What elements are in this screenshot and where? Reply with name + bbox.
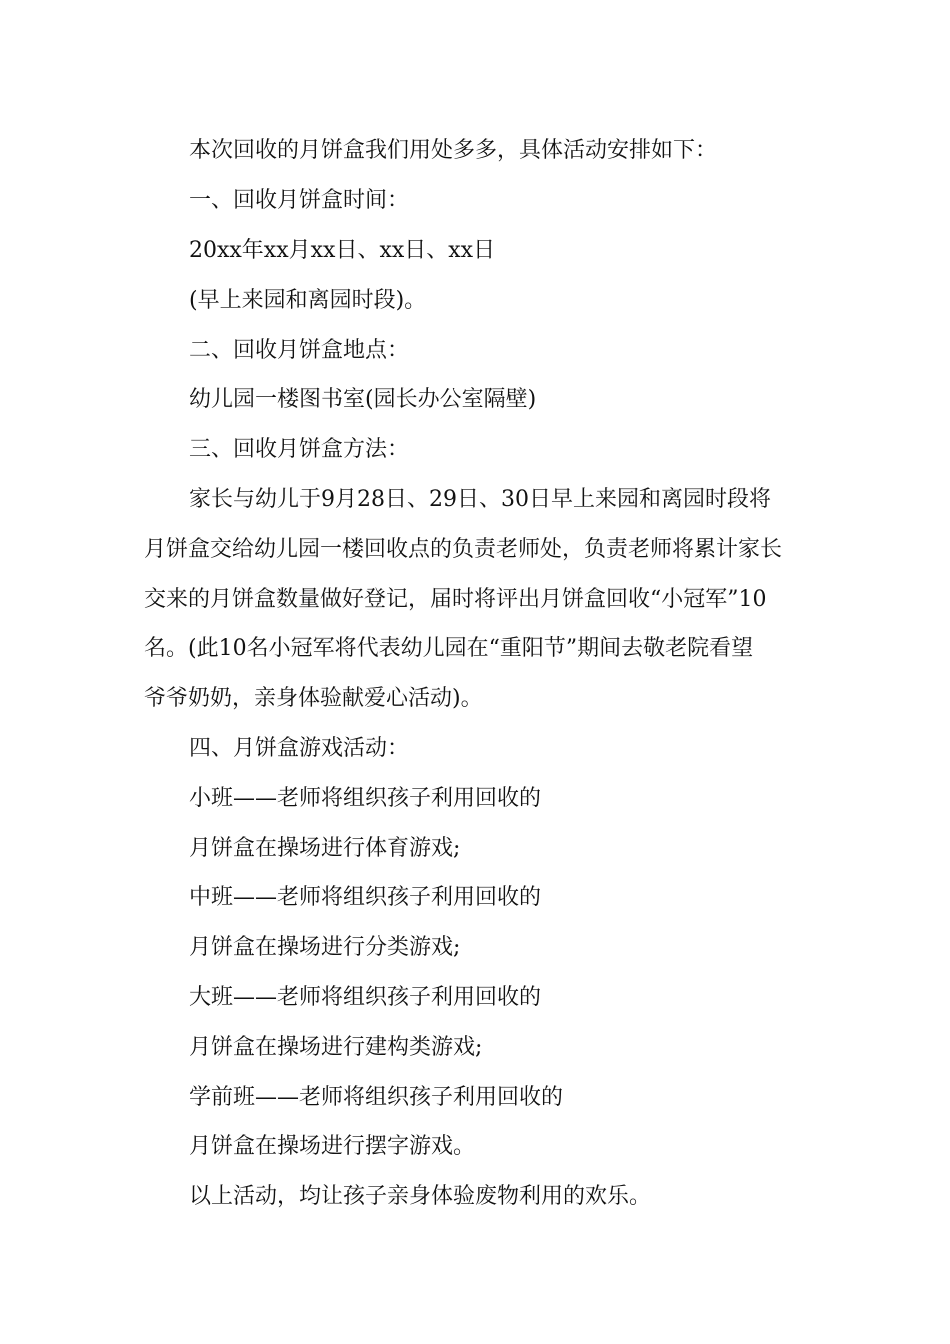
middle-class-line-1: 中班——老师将组织孩子利用回收的 [189,885,542,910]
method-paragraph-line-4: 名。(此10名小冠军将代表幼儿园在“重阳节”期间去敬老院看望 [144,636,754,661]
closing-line: 以上活动，均让孩子亲身体验废物利用的欢乐。 [189,1184,652,1209]
section-heading-method: 三、回收月饼盒方法： [189,437,410,462]
method-paragraph-line-2: 月饼盒交给幼儿园一楼回收点的负责老师处，负责老师将累计家长 [144,537,783,562]
preschool-class-line-2: 月饼盒在操场进行摆字游戏。 [189,1134,476,1159]
large-class-line-2: 月饼盒在操场进行建构类游戏; [189,1035,483,1060]
time-period: (早上来园和离园时段)。 [189,288,427,313]
intro-line: 本次回收的月饼盒我们用处多多，具体活动安排如下： [189,138,718,163]
location-text: 幼儿园一楼图书室(园长办公室隔壁) [189,387,537,412]
middle-class-line-2: 月饼盒在操场进行分类游戏; [189,935,461,960]
section-heading-location: 二、回收月饼盒地点： [189,338,410,363]
small-class-line-1: 小班——老师将组织孩子利用回收的 [189,786,542,811]
small-class-line-2: 月饼盒在操场进行体育游戏; [189,836,461,861]
method-paragraph-line-3: 交来的月饼盒数量做好登记，届时将评出月饼盒回收“小冠军”10 [144,587,767,612]
section-heading-time: 一、回收月饼盒时间： [189,188,410,213]
method-paragraph-line-5: 爷爷奶奶，亲身体验献爱心活动)。 [144,686,483,711]
section-heading-games: 四、月饼盒游戏活动： [189,736,410,761]
large-class-line-1: 大班——老师将组织孩子利用回收的 [189,985,542,1010]
preschool-class-line-1: 学前班——老师将组织孩子利用回收的 [189,1085,564,1110]
method-paragraph-line-1: 家长与幼儿于9月28日、29日、30日早上来园和离园时段将 [189,487,771,512]
time-dates: 20xx年xx月xx日、xx日、xx日 [189,238,496,263]
